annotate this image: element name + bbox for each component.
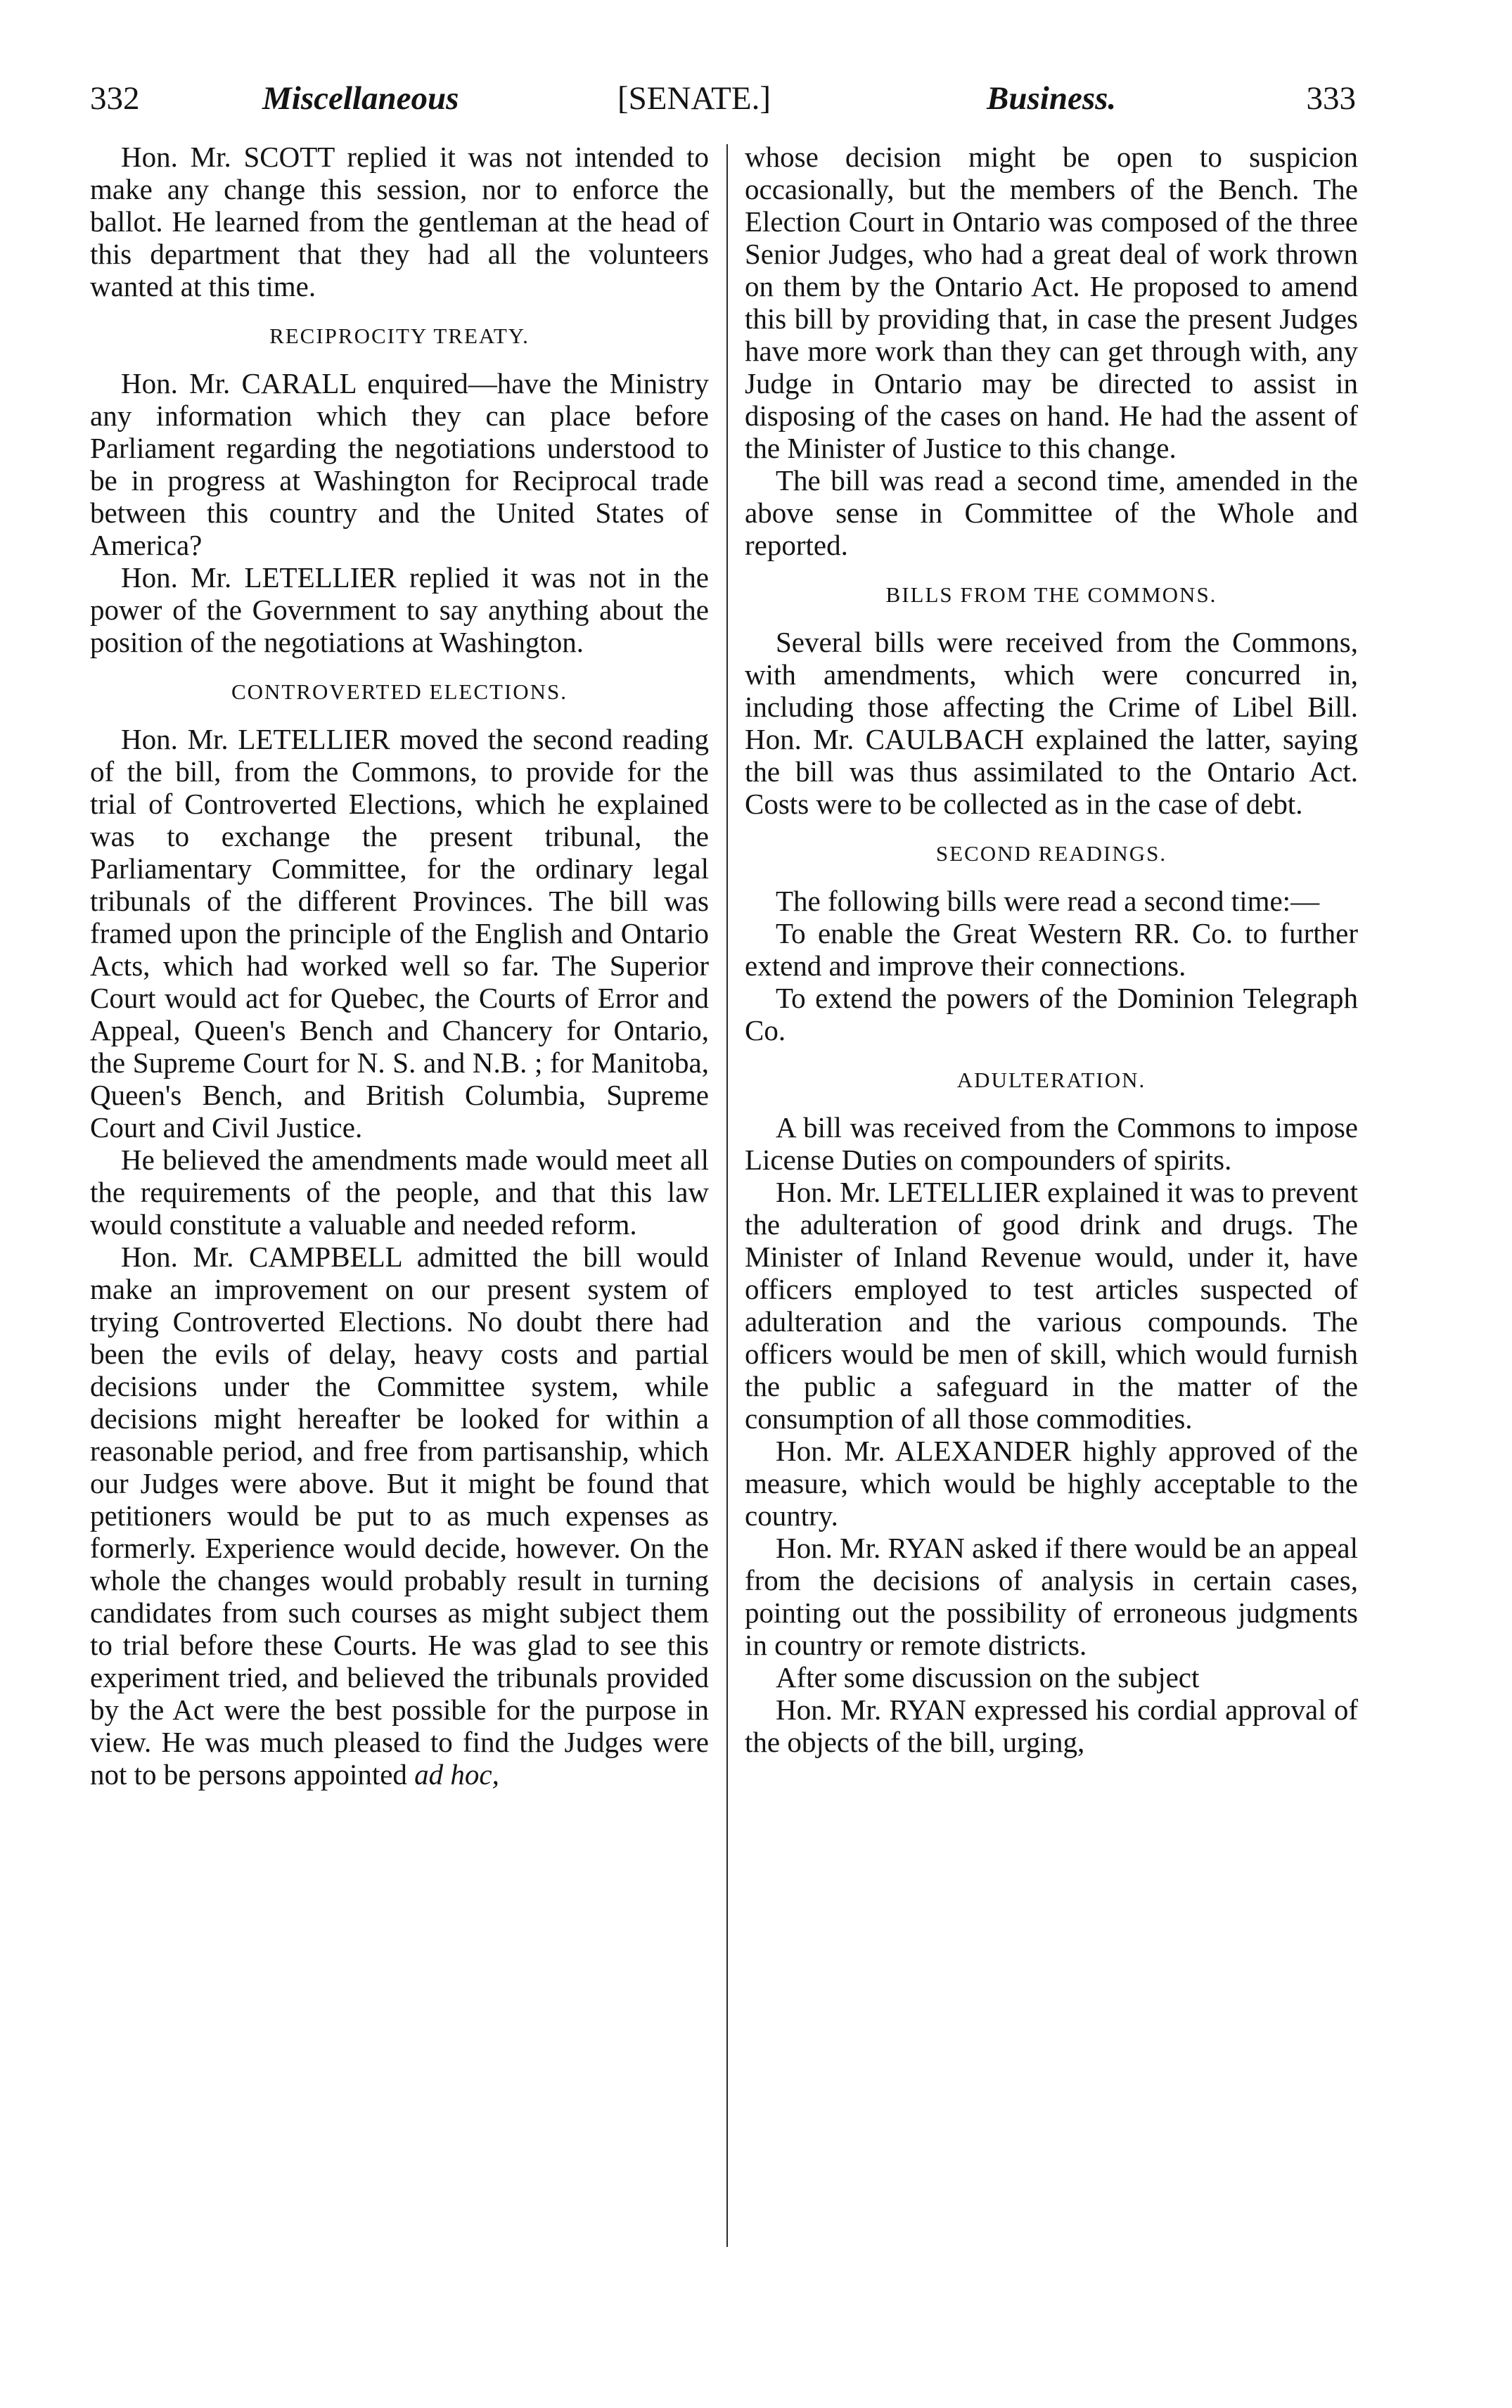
- right-column: [745, 141, 1358, 1758]
- paragraph: A bill was received from the Commons to impose License Duties on compounders of spirits.: [745, 1111, 1358, 1176]
- left-page-number: 332: [90, 80, 140, 117]
- chamber-title: [SENATE.]: [617, 80, 771, 117]
- paragraph: [90, 1241, 709, 1791]
- section-heading: CONTROVERTED ELECTIONS.: [231, 679, 568, 704]
- paragraph: After some discussion on the subject: [776, 1661, 1200, 1693]
- running-header: [90, 70, 1356, 127]
- paragraph: Hon. Mr. SCOTT replied it was not intended to make any change this session, nor to enforce the ballot. He learned from the gentleman at the head of this department that they had all the volunteers wanted at this time.: [90, 141, 709, 302]
- right-running-title: Business.: [987, 80, 1117, 117]
- italic-phrase: ad hoc,: [414, 1758, 499, 1791]
- paragraph: Hon. Mr. LETELLIER replied it was not in the power of the Government to say anything about the position of the negotiations at Washington.: [90, 561, 709, 658]
- paragraph: The following bills were read a second time:—: [776, 885, 1320, 917]
- paragraph: Hon. Mr. LETELLIER explained it was to prevent the adulteration of good drink and drugs. The Minister of Inland Revenue would, under it, have officers employed to test articles suspected of adulteration and the various compounds. The officers would be men of skill, which would furnish the public a safeguard in the matter of the consumption of all those commodities.: [745, 1176, 1358, 1435]
- section-heading: BILLS FROM THE COMMONS.: [885, 582, 1217, 607]
- paragraph: Hon. Mr. RYAN expressed his cordial approval of the objects of the bill, urging,: [745, 1693, 1358, 1758]
- left-column: [90, 141, 709, 1791]
- paragraph: Hon. Mr. RYAN asked if there would be an appeal from the decisions of analysis in certain cases, pointing out the possibility of erroneous judgments in country or remote districts.: [745, 1532, 1358, 1661]
- paragraph: Hon. Mr. LETELLIER moved the second reading of the bill, from the Commons, to provide for the trial of Controverted Elections, which he explained was to exchange the present tribunal, the Parliamentary Committee, for the ordinary legal tribunals of the different Provinces. The bill was framed upon the principle of the English and Ontario Acts, which had worked well so far. The Superior Court would act for Quebec, the Courts of Error and Appeal, Queen's Bench and Chancery for Ontario, the Supreme Court for N. S. and N.B. ; for Manitoba, Queen's Bench, and British Columbia, Supreme Court and Civil Justice.: [90, 723, 709, 1144]
- section-heading: RECIPROCITY TREATY.: [269, 324, 530, 348]
- paragraph: He believed the amendments made would meet all the requirements of the people, and that this law would constitute a valuable and needed reform.: [90, 1144, 709, 1241]
- section-heading: SECOND READINGS.: [935, 841, 1167, 866]
- paragraph: The bill was read a second time, amended in the above sense in Committee of the Whole and reported.: [745, 464, 1358, 561]
- paragraph: Hon. Mr. CARALL enquired—have the Ministry any information which they can place before Parliament regarding the negotiations understood to be in progress at Washington for Reciprocal trade between this country and the United States of America?: [90, 367, 709, 561]
- column-divider: [726, 144, 728, 2247]
- paragraph-text: Hon. Mr. CAMPBELL admitted the bill would make an improvement on our present system of trying Controverted Elections. No doubt there had been the evils of delay, heavy costs and partial decisions under the Committee system, while decisions might hereafter be looked for within a reasonable period, and free from partisanship, which our Judges were above. But it might be found that petitioners would be put to as much expenses as formerly. Experience would decide, however. On the whole the changes would probably result in turning candidates from such courses as might subject them to trial before these Courts. He was glad to see this experiment tried, and believed the tribunals provided by the Act were the best possible for the purpose in view. He was much pleased to find the Judges were not to be persons appointed: [90, 1241, 709, 1791]
- left-running-title: Miscellaneous: [262, 80, 459, 117]
- paragraph: Several bills were received from the Commons, with amendments, which were concurred in, including those affecting the Crime of Libel Bill. Hon. Mr. CAULBACH explained the latter, saying the bill was thus assimilated to the Ontario Act. Costs were to be collected as in the case of debt.: [745, 626, 1358, 820]
- paragraph: Hon. Mr. ALEXANDER highly approved of the measure, which would be highly acceptable to the country.: [745, 1435, 1358, 1532]
- bill-item: To extend the powers of the Dominion Telegraph Co.: [745, 982, 1358, 1046]
- bill-item: To enable the Great Western RR. Co. to further extend and improve their connections.: [745, 917, 1358, 982]
- right-page-number: 333: [1306, 80, 1356, 117]
- section-heading: ADULTERATION.: [956, 1068, 1146, 1092]
- paragraph: whose decision might be open to suspicion occasionally, but the members of the Bench. The Election Court in Ontario was composed of the three Senior Judges, who had a great deal of work thrown on them by the Ontario Act. He proposed to amend this bill by providing that, in case the present Judges have more work than they can get through with, any Judge in Ontario may be directed to assist in disposing of the cases on hand. He had the assent of the Minister of Justice to this change.: [745, 141, 1358, 464]
